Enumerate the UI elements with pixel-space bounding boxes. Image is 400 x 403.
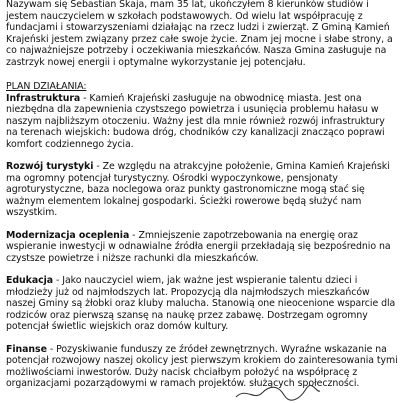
section-text: - Ze względu na atrakcyjne położenie, Gmina Kamień Krajeński ma ogromny potencjał turystyczny. Ośrodki wypoczynkowe, pensjonaty agroturystyczne, baza noclegowa oraz punkty gastronomiczne mogą stać się ważnym elementem lokalnej gospodarki. Ścieżki rowerowe będą służyć nam wszystkim. xyxy=(6,161,390,218)
plan-heading: PLAN DZIAŁANIA: xyxy=(6,81,87,92)
section-finanse xyxy=(6,344,398,390)
section-title: Infrastruktura xyxy=(6,92,81,104)
section-rozwoj-turystyki xyxy=(6,161,398,219)
section-text: - Pozyskiwanie funduszy ze źródeł zewnętrznych. Wyraźne wskazanie na potencjał rozwojowy naszej okolicy jest pierwszym krokiem do zainteresowania tymi możliwościami inwestorów. Duży nacisk chciałbym położyć na współpracę z organizacjami pozarządowymi w ramach projektów. służących społeczności. xyxy=(6,343,398,389)
section-modernizacja-ocieplenia xyxy=(6,230,398,265)
section-text: - Kamień Krajeński zasługuje na obwodnicę miasta. Jest ona niezbędna dla zapewnienia czystszego powietrza i usunięcia problemu hałasu w naszym najbliższym otoczeniu. Ważny jest dla mnie również rozwój infrastruktury na terenach wiejskich: budowa dróg, chodników czy kanalizacji znacząco poprawi komfort codziennego życia. xyxy=(6,92,385,150)
section-title: Finanse xyxy=(6,343,47,355)
section-text: - Zmniejszenie zapotrzebowania na energię oraz wspieranie inwestycji w odnawialne źródła energii przekładają się bezpośrednio na czystsze powietrze i niższe rachunki dla mieszkańców. xyxy=(6,229,391,264)
section-infrastruktura xyxy=(6,93,398,151)
section-text: - Jako nauczyciel wiem, jak ważne jest wspieranie talentu dzieci i młodzieży już od najmłodszych lat. Propozycją dla najmłodszych mieszkańców naszej Gminy są żłobki oraz kluby malucha. Stanowią one nieocenione wsparcie dla rodziców oraz pierwszą szansę na naukę przez zabawę. Dostrzegam ogromny potencjał świetlic wiejskich oraz domów kultury. xyxy=(6,275,396,332)
section-title: Rozwój turystyki xyxy=(6,161,94,172)
section-title: Edukacja xyxy=(6,275,54,286)
section-title: Modernizacja oceplenia xyxy=(6,229,130,241)
section-edukacja xyxy=(6,275,398,333)
intro-paragraph: Nazywam się Sebastian Skaja, mam 35 lat, ukończyłem 8 kierunków studiów i jestem nauczycielem w szkołach podstawowych. Od wielu lat współpracuję z fundacjami i stowarzyszeniami działając na rzecz ludzi i zwierząt. Z Gminą Kamień Krajeński jestem związany przez całe swoje życie. Znam jej mocne i słabe strony, a co najważniejsze potrzeby i oczekiwania mieszkańców. Nasza Gmina zasługuje na zastrzyk nowej energii i optymalne wykorzystanie jej potencjału. xyxy=(6,0,393,68)
